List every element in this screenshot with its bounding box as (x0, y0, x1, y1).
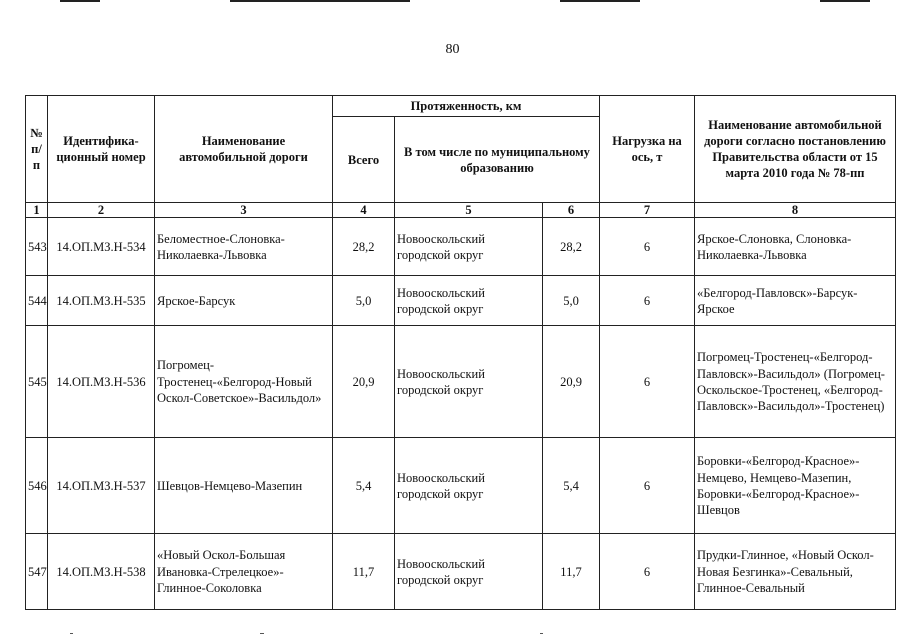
row-road-name: Шевцов-Немцево-Мазепин (155, 438, 333, 534)
row-load: 6 (600, 276, 695, 326)
table-row (26, 438, 896, 534)
col-number: 7 (600, 203, 695, 218)
row-municipality: Новооскольский городской округ (395, 438, 543, 534)
header-load: Нагрузка на ось, т (600, 96, 695, 203)
top-edge-line (560, 0, 640, 2)
col-number: 5 (395, 203, 543, 218)
row-road-name: «Новый Оскол-Большая Ивановка-Стрелецкое»-Глинное-Соколовка (155, 534, 333, 610)
row-no: 546 (26, 438, 48, 534)
row-no: 543 (26, 218, 48, 276)
row-id: 14.ОП.МЗ.Н-534 (48, 218, 155, 276)
row-no: 547 (26, 534, 48, 610)
row-id: 14.ОП.МЗ.Н-538 (48, 534, 155, 610)
roads-table (25, 95, 896, 610)
row-load: 6 (600, 218, 695, 276)
scan-artifact (260, 633, 264, 634)
row-load: 6 (600, 438, 695, 534)
row-mun-length: 11,7 (543, 534, 600, 610)
row-id: 14.ОП.МЗ.Н-537 (48, 438, 155, 534)
row-mun-length: 28,2 (543, 218, 600, 276)
row-municipality: Новооскольский городской округ (395, 534, 543, 610)
row-total: 28,2 (333, 218, 395, 276)
row-mun-length: 20,9 (543, 326, 600, 438)
col-number: 4 (333, 203, 395, 218)
row-total: 11,7 (333, 534, 395, 610)
row-no: 545 (26, 326, 48, 438)
col-number: 1 (26, 203, 48, 218)
row-road-name: Ярское-Барсук (155, 276, 333, 326)
table-row (26, 326, 896, 438)
header-no: № п/п (26, 96, 48, 203)
col-number: 8 (695, 203, 896, 218)
row-total: 20,9 (333, 326, 395, 438)
row-decree-name: «Белгород-Павловск»-Барсук-Ярское (695, 276, 896, 326)
row-no: 544 (26, 276, 48, 326)
col-number: 2 (48, 203, 155, 218)
top-edge-line (230, 0, 410, 2)
row-road-name: Беломестное-Слоновка-Николаевка-Львовка (155, 218, 333, 276)
row-decree-name: Ярское-Слоновка, Слоновка-Николаевка-Львовка (695, 218, 896, 276)
table-row (26, 534, 896, 610)
col-number: 6 (543, 203, 600, 218)
row-decree-name: Погромец-Тростенец-«Белгород-Павловск»-Васильдол» (Погромец-Оскольское-Тростенец, «Белгород-Павловск»-Васильдол»-Тростенец) (695, 326, 896, 438)
top-edge-line (820, 0, 870, 2)
row-id: 14.ОП.МЗ.Н-536 (48, 326, 155, 438)
page-number: 80 (445, 42, 460, 57)
header-name: Наименование автомобильной дороги (155, 96, 333, 203)
scan-artifact (70, 633, 73, 634)
row-mun-length: 5,0 (543, 276, 600, 326)
row-load: 6 (600, 534, 695, 610)
row-road-name: Погромец-Тростенец-«Белгород-Новый Оскол-Советское»-Васильдол» (155, 326, 333, 438)
header-id: Идентифика-ционный номер (48, 96, 155, 203)
table-row (26, 218, 896, 276)
row-municipality: Новооскольский городской округ (395, 326, 543, 438)
col-number: 3 (155, 203, 333, 218)
row-decree-name: Прудки-Глинное, «Новый Оскол-Новая Безгинка»-Севальный, Глинное-Севальный (695, 534, 896, 610)
top-edge-line (60, 0, 100, 2)
header-decree: Наименование автомобильной дороги согласно постановлению Правительства области от 15 марта 2010 года № 78-пп (695, 96, 896, 203)
row-municipality: Новооскольский городской округ (395, 276, 543, 326)
row-load: 6 (600, 326, 695, 438)
row-decree-name: Боровки-«Белгород-Красное»-Немцево, Немцево-Мазепин, Боровки-«Белгород-Красное»-Шевцов (695, 438, 896, 534)
row-total: 5,4 (333, 438, 395, 534)
row-id: 14.ОП.МЗ.Н-535 (48, 276, 155, 326)
scan-artifact (540, 633, 543, 634)
row-municipality: Новооскольский городской округ (395, 218, 543, 276)
header-including: В том числе по муниципальному образованию (395, 117, 600, 203)
row-total: 5,0 (333, 276, 395, 326)
table-row (26, 276, 896, 326)
header-total: Всего (333, 117, 395, 203)
row-mun-length: 5,4 (543, 438, 600, 534)
header-length: Протяженность, км (333, 96, 600, 117)
